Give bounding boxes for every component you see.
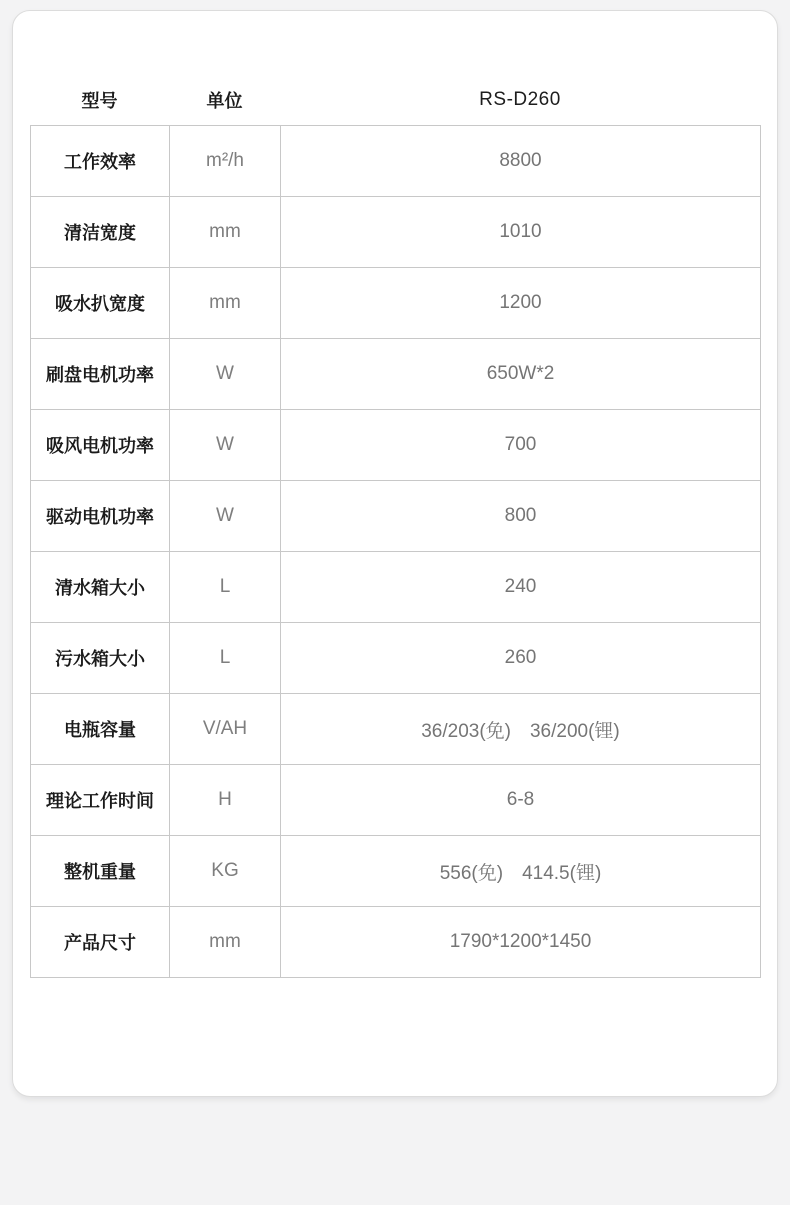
table-row xyxy=(31,126,761,197)
table-row xyxy=(31,765,761,836)
row-label: 吸水扒宽度 xyxy=(31,268,170,339)
table-row xyxy=(31,694,761,765)
table-row xyxy=(31,481,761,552)
header-unit-label: 单位 xyxy=(206,91,243,111)
table-row xyxy=(31,623,761,694)
row-unit: W xyxy=(170,410,281,481)
row-unit: KG xyxy=(170,836,281,907)
row-unit: m²/h xyxy=(170,126,281,197)
table-row xyxy=(31,197,761,268)
row-unit: L xyxy=(170,623,281,694)
row-value: 36/203(免) 36/200(锂) xyxy=(281,694,761,765)
row-label: 刷盘电机功率 xyxy=(31,339,170,410)
row-value: 650W*2 xyxy=(281,339,761,410)
table-row xyxy=(31,907,761,978)
table-row xyxy=(31,268,761,339)
row-value: 260 xyxy=(281,623,761,694)
row-value: 8800 xyxy=(281,126,761,197)
row-unit: H xyxy=(170,765,281,836)
table-row xyxy=(31,552,761,623)
row-value: 6-8 xyxy=(281,765,761,836)
row-value: 556(免) 414.5(锂) xyxy=(281,836,761,907)
row-unit: mm xyxy=(170,907,281,978)
row-value: 800 xyxy=(281,481,761,552)
row-unit: mm xyxy=(170,268,281,339)
header-model-label: 型号 xyxy=(81,91,118,111)
row-label: 吸风电机功率 xyxy=(31,410,170,481)
row-value: 1010 xyxy=(281,197,761,268)
row-label: 污水箱大小 xyxy=(31,623,170,694)
row-label: 理论工作时间 xyxy=(31,765,170,836)
row-unit: W xyxy=(170,481,281,552)
row-unit: W xyxy=(170,339,281,410)
row-value: 240 xyxy=(281,552,761,623)
row-label: 电瓶容量 xyxy=(31,694,170,765)
row-unit: mm xyxy=(170,197,281,268)
row-unit: V/AH xyxy=(170,694,281,765)
row-label: 产品尺寸 xyxy=(31,907,170,978)
spec-card xyxy=(12,10,778,1097)
row-value: 1790*1200*1450 xyxy=(281,907,761,978)
row-label: 驱动电机功率 xyxy=(31,481,170,552)
row-label: 工作效率 xyxy=(31,126,170,197)
table-row xyxy=(31,339,761,410)
row-unit: L xyxy=(170,552,281,623)
row-label: 清水箱大小 xyxy=(31,552,170,623)
spec-table-header xyxy=(30,75,760,125)
header-model-value: RS-D260 xyxy=(479,89,561,110)
table-row xyxy=(31,410,761,481)
spec-table xyxy=(30,125,761,978)
table-row xyxy=(31,836,761,907)
row-value: 700 xyxy=(281,410,761,481)
row-label: 清洁宽度 xyxy=(31,197,170,268)
row-value: 1200 xyxy=(281,268,761,339)
row-label: 整机重量 xyxy=(31,836,170,907)
